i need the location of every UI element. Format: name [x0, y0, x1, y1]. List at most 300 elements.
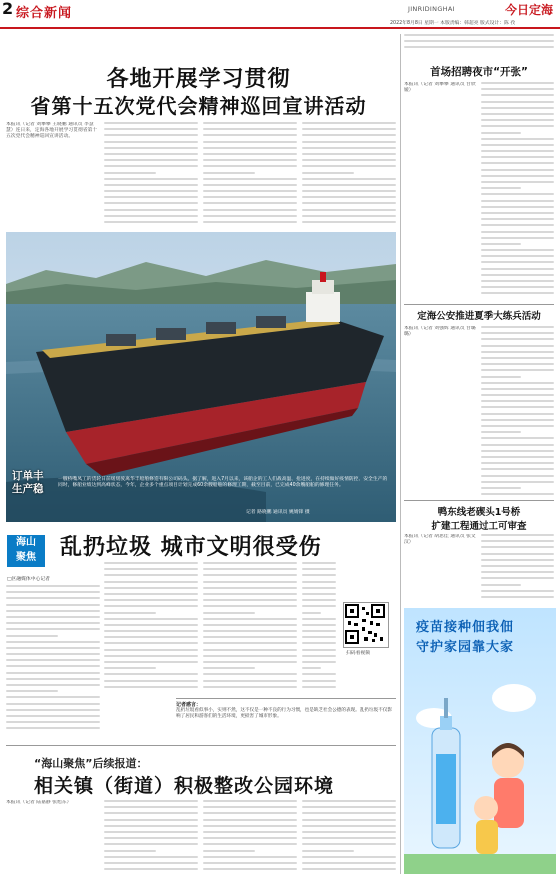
- right-divider: [400, 34, 401, 874]
- text-line: [104, 587, 198, 589]
- text-line: [6, 591, 100, 593]
- text-line: [6, 659, 100, 661]
- brand-en: JINRIDINGHAI: [408, 5, 455, 13]
- vaccine-ad-illustration: [404, 658, 556, 874]
- commentary-text: 乱扔垃圾看似事小，实则不然，这不仅是一种不良的行为习惯，也是缺乏社会公德的表现。乱扔垃圾不仅影响了居民和游客们的生活环境，更损害了城市形象。: [176, 708, 392, 719]
- text-line: [481, 394, 554, 396]
- lead-col-1: 本报讯（记者 刘攀攀 王晓鹏 通讯员 李慧慧）连日来，定海各地开展学习贯彻省第十五次党代会精神巡回宣讲活动。: [6, 122, 98, 139]
- text-line: [6, 721, 100, 723]
- haishan-col-3: [203, 800, 297, 876]
- text-line: [203, 843, 297, 845]
- text-line: [302, 831, 396, 833]
- text-line: [302, 215, 396, 217]
- text-line: [404, 40, 554, 42]
- text-line: [481, 237, 554, 239]
- text-line: [104, 680, 198, 682]
- text-line: [6, 610, 100, 612]
- text-line: [203, 593, 297, 595]
- garbage-col-2: [104, 562, 198, 698]
- text-line: [481, 540, 554, 542]
- text-line: [104, 667, 156, 669]
- text-line: [481, 577, 554, 579]
- text-line: [203, 605, 297, 607]
- lead-headline-2: 省第十五次党代会精神巡回宣讲活动: [30, 94, 367, 118]
- job-fair-headline: 首场招聘夜市“开张”: [430, 66, 528, 78]
- text-line: [302, 655, 336, 657]
- bridge-col-1: 本报讯（记者 胡思佳 通讯员 张文汉）: [404, 534, 476, 545]
- date-line: 2022年8月8日 星期一 本版责编：韩超亮 版式设计：陈 孜: [390, 21, 516, 26]
- text-line: [481, 286, 554, 288]
- text-line: [481, 113, 554, 115]
- text-line: [481, 406, 554, 408]
- text-line: [481, 193, 554, 195]
- text-line: [104, 153, 198, 155]
- text-line: [481, 125, 554, 127]
- text-line: [481, 450, 554, 452]
- text-line: [481, 376, 521, 378]
- text-line: [481, 231, 554, 233]
- text-line: [203, 655, 297, 657]
- text-line: [104, 599, 198, 601]
- text-line: [104, 673, 198, 675]
- text-line: [203, 661, 297, 663]
- bridge-rule: [404, 500, 554, 501]
- text-line: [481, 206, 554, 208]
- text-line: [203, 825, 297, 827]
- text-line: [104, 825, 198, 827]
- text-line: [302, 599, 336, 601]
- text-line: [481, 413, 554, 415]
- text-line: [481, 200, 554, 202]
- text-line: [104, 636, 198, 638]
- text-line: [203, 568, 297, 570]
- lead-col-4: [302, 122, 396, 232]
- haishan-col-1: 本报讯（记者 陆嘉静 张旭东）: [6, 800, 72, 805]
- text-line: [104, 605, 198, 607]
- photo-overlay-title: 订单丰 生产稳: [12, 470, 44, 495]
- column-tag-1: 海山: [16, 537, 36, 548]
- text-line: [6, 727, 100, 729]
- text-line: [104, 581, 198, 583]
- text-line: [302, 165, 396, 167]
- text-line: [104, 159, 198, 161]
- text-line: [302, 184, 396, 186]
- police-col-2: [481, 326, 554, 502]
- text-line: [203, 649, 297, 651]
- text-line: [481, 546, 554, 548]
- text-line: [203, 630, 297, 632]
- column-tag-2: 聚焦: [16, 552, 36, 563]
- text-line: [302, 868, 396, 870]
- text-line: [104, 141, 198, 143]
- text-line: [302, 673, 336, 675]
- text-line: [404, 46, 554, 48]
- text-line: [302, 196, 396, 198]
- vaccine-ad-title-2: 守护家园靠大家: [416, 640, 515, 655]
- text-line: [203, 624, 297, 626]
- text-line: [481, 363, 554, 365]
- text-line: [302, 568, 336, 570]
- text-line: [104, 172, 156, 174]
- text-line: [481, 357, 554, 359]
- text-line: [481, 468, 554, 470]
- text-line: [203, 574, 297, 576]
- garbage-col-4: [302, 562, 336, 698]
- text-line: [104, 165, 198, 167]
- text-line: [6, 690, 58, 692]
- text-line: [302, 159, 396, 161]
- police-headline: 定海公安推进夏季大练兵活动: [417, 311, 541, 322]
- text-line: [481, 388, 554, 390]
- qr-code-icon: [344, 603, 386, 645]
- text-line: [203, 209, 297, 211]
- text-line: [481, 249, 554, 251]
- text-line: [203, 178, 297, 180]
- text-line: [6, 684, 100, 686]
- text-line: [302, 680, 336, 682]
- police-rule: [404, 304, 554, 305]
- garbage-headline: 乱扔垃圾 城市文明很受伤: [60, 535, 322, 560]
- text-line: [203, 134, 297, 136]
- text-line: [481, 162, 554, 164]
- text-line: [104, 221, 198, 223]
- text-line: [302, 667, 321, 669]
- text-line: [104, 190, 198, 192]
- text-line: [481, 107, 554, 109]
- text-line: [481, 382, 554, 384]
- text-line: [481, 590, 554, 592]
- text-line: [104, 184, 198, 186]
- text-line: [302, 642, 336, 644]
- text-line: [404, 34, 554, 36]
- text-line: [481, 571, 554, 573]
- text-line: [104, 837, 198, 839]
- text-line: [302, 806, 396, 808]
- vaccine-ad: [404, 608, 556, 874]
- text-line: [302, 587, 336, 589]
- text-line: [302, 819, 396, 821]
- text-line: [6, 597, 100, 599]
- text-line: [481, 493, 554, 495]
- text-line: [104, 128, 198, 130]
- text-line: [203, 190, 297, 192]
- text-line: [302, 850, 354, 852]
- text-line: [6, 696, 100, 698]
- text-line: [6, 647, 100, 649]
- text-line: [203, 636, 297, 638]
- text-line: [203, 819, 297, 821]
- text-line: [481, 150, 554, 152]
- text-line: [481, 565, 554, 567]
- garbage-col-1: [6, 585, 100, 735]
- text-line: [481, 175, 554, 177]
- text-line: [481, 274, 554, 276]
- text-line: [104, 649, 198, 651]
- text-line: [302, 221, 396, 223]
- text-line: [6, 672, 100, 674]
- text-line: [481, 475, 554, 477]
- text-line: [104, 574, 198, 576]
- vaccine-ad-title-1: 疫苗接种佃我佃: [416, 620, 515, 635]
- page-number: 2: [2, 0, 14, 18]
- text-line: [104, 686, 198, 688]
- text-line: [203, 215, 297, 217]
- text-line: [203, 812, 297, 814]
- text-line: [104, 209, 198, 211]
- text-line: [104, 215, 198, 217]
- text-line: [481, 261, 554, 263]
- text-line: [6, 628, 100, 630]
- text-line: [6, 703, 100, 705]
- text-line: [481, 400, 554, 402]
- text-line: [104, 831, 198, 833]
- lead-col-2: [104, 122, 198, 232]
- section-title: 综合新闻: [16, 6, 73, 21]
- text-line: [203, 806, 297, 808]
- text-line: [481, 224, 554, 226]
- text-line: [481, 138, 554, 140]
- header-rule: [0, 27, 560, 29]
- text-line: [481, 94, 554, 96]
- job-fair-col-1: 本报讯（记者 刘攀攀 通讯员 甘欣媛）: [404, 82, 476, 93]
- text-line: [104, 655, 198, 657]
- text-line: [481, 218, 554, 220]
- text-line: [302, 661, 336, 663]
- text-line: [104, 196, 198, 198]
- text-line: [302, 812, 396, 814]
- text-line: [481, 280, 554, 282]
- text-line: [481, 101, 554, 103]
- text-line: [302, 153, 396, 155]
- text-line: [6, 641, 100, 643]
- text-line: [104, 612, 156, 614]
- text-line: [481, 431, 521, 433]
- text-line: [203, 800, 297, 802]
- text-line: [481, 255, 554, 257]
- text-line: [302, 686, 336, 688]
- text-line: [6, 622, 100, 624]
- bridge-col-2: [481, 534, 554, 606]
- text-line: [203, 165, 297, 167]
- text-line: [302, 574, 336, 576]
- text-line: [104, 819, 198, 821]
- text-line: [104, 843, 198, 845]
- text-line: [302, 172, 354, 174]
- text-line: [302, 636, 336, 638]
- text-line: [302, 202, 396, 204]
- text-line: [302, 190, 396, 192]
- text-line: [481, 187, 521, 189]
- text-line: [481, 437, 554, 439]
- text-line: [302, 141, 396, 143]
- garbage-sub-tag: □区融媒体中心记者: [7, 577, 50, 582]
- text-line: [481, 487, 521, 489]
- text-line: [104, 202, 198, 204]
- text-line: [302, 122, 396, 124]
- text-line: [104, 868, 198, 870]
- brand-logo: 今日定海: [505, 3, 554, 17]
- text-line: [104, 661, 198, 663]
- text-line: [203, 850, 255, 852]
- commentary-box: [176, 698, 396, 739]
- text-line: [203, 680, 297, 682]
- text-line: [481, 584, 521, 586]
- text-line: [104, 593, 198, 595]
- text-line: [203, 856, 297, 858]
- text-line: [481, 119, 554, 121]
- text-line: [481, 456, 554, 458]
- text-line: [302, 856, 396, 858]
- text-line: [481, 534, 554, 536]
- text-line: [481, 351, 554, 353]
- text-line: [203, 686, 297, 688]
- text-line: [481, 553, 554, 555]
- text-line: [481, 419, 554, 421]
- text-line: [104, 618, 198, 620]
- text-line: [302, 605, 336, 607]
- text-line: [104, 642, 198, 644]
- text-line: [302, 562, 336, 564]
- text-line: [203, 587, 297, 589]
- text-line: [203, 184, 297, 186]
- text-line: [6, 653, 100, 655]
- text-line: [302, 624, 336, 626]
- text-line: [302, 134, 396, 136]
- text-line: [203, 196, 297, 198]
- text-line: [481, 338, 554, 340]
- text-line: [6, 635, 58, 637]
- text-line: [481, 481, 554, 483]
- text-line: [302, 800, 396, 802]
- text-line: [203, 122, 297, 124]
- text-line: [6, 678, 100, 680]
- text-line: [302, 825, 396, 827]
- text-line: [481, 462, 554, 464]
- text-line: [203, 153, 297, 155]
- commentary-label: 记者感言：: [176, 702, 202, 708]
- text-line: [104, 178, 198, 180]
- text-line: [481, 369, 554, 371]
- text-line: [203, 172, 255, 174]
- text-line: [104, 122, 198, 124]
- text-line: [203, 667, 255, 669]
- qr-code[interactable]: [343, 602, 389, 648]
- haishan-headline: 相关镇（街道）积极整改公园环境: [34, 775, 335, 797]
- photo-caption: 一艘桥嘴凤工的货轮日前缓缓驶离华丰船舶修造有限公司码头。据了解，进入7月以来，该船企的工人们战高温、抢进度，在持续做好疫情防控、安全生产的同时，修船业绩达到高峰状态，今年，企业多个重点项目计划完成60余艘船舶的修理工期，截至目前，已完成40余艘船舶的修理任务。: [58, 477, 388, 489]
- text-line: [203, 599, 297, 601]
- haishan-col-2: [104, 800, 198, 876]
- haishan-col-4: [302, 800, 396, 876]
- text-line: [203, 837, 297, 839]
- text-line: [203, 673, 297, 675]
- text-line: [6, 715, 100, 717]
- text-line: [203, 128, 297, 130]
- text-line: [481, 132, 521, 134]
- text-line: [481, 326, 554, 328]
- text-line: [104, 862, 198, 864]
- text-line: [481, 292, 554, 294]
- text-line: [481, 169, 554, 171]
- police-col-1: 本报讯（记者 刘强辉 通讯员 甘璐璐）: [404, 326, 476, 337]
- text-line: [302, 618, 336, 620]
- text-line: [203, 147, 297, 149]
- column-tag-box: [7, 535, 45, 567]
- text-line: [6, 665, 100, 667]
- text-line: [203, 221, 297, 223]
- text-line: [302, 843, 396, 845]
- text-line: [481, 82, 554, 84]
- text-line: [104, 630, 198, 632]
- text-line: [481, 332, 554, 334]
- text-line: [302, 178, 396, 180]
- text-line: [203, 868, 297, 870]
- text-line: [104, 812, 198, 814]
- text-line: [302, 147, 396, 149]
- text-line: [302, 612, 321, 614]
- text-line: [104, 147, 198, 149]
- text-line: [203, 202, 297, 204]
- lead-headline-1: 各地开展学习贯彻: [106, 67, 291, 92]
- text-line: [481, 144, 554, 146]
- text-line: [481, 444, 554, 446]
- text-line: [104, 568, 198, 570]
- photo-credit: 记者 路晓鹏 通讯员 姚婧锋 摄: [246, 510, 310, 515]
- text-line: [203, 581, 297, 583]
- text-line: [203, 642, 297, 644]
- text-line: [104, 806, 198, 808]
- text-line: [104, 134, 198, 136]
- text-line: [104, 856, 198, 858]
- text-line: [203, 612, 255, 614]
- text-line: [302, 837, 396, 839]
- text-line: [302, 630, 336, 632]
- text-line: [481, 268, 554, 270]
- text-line: [6, 709, 100, 711]
- text-line: [481, 212, 554, 214]
- text-line: [203, 618, 297, 620]
- text-line: [481, 243, 521, 245]
- text-line: [302, 128, 396, 130]
- text-line: [481, 559, 554, 561]
- text-line: [6, 585, 100, 587]
- text-line: [203, 862, 297, 864]
- text-line: [302, 862, 396, 864]
- text-line: [203, 141, 297, 143]
- qr-label: 扫码看视频: [346, 651, 370, 656]
- text-line: [481, 156, 554, 158]
- text-line: [302, 593, 336, 595]
- right-top-text: [404, 34, 554, 58]
- text-line: [6, 604, 100, 606]
- lead-col-3: [203, 122, 297, 232]
- haishan-rule: [6, 745, 396, 746]
- text-line: [104, 562, 198, 564]
- bridge-headline-1: 鸭东线老碶头1号桥: [437, 507, 521, 518]
- text-line: [481, 425, 554, 427]
- job-fair-col-2: [481, 82, 554, 304]
- text-line: [481, 181, 554, 183]
- text-line: [6, 616, 100, 618]
- haishan-kicker: “海山聚焦”后续报道：: [34, 757, 148, 770]
- text-line: [104, 850, 156, 852]
- text-line: [203, 562, 297, 564]
- text-line: [203, 159, 297, 161]
- text-line: [302, 581, 336, 583]
- text-line: [481, 345, 554, 347]
- text-line: [203, 831, 297, 833]
- bridge-headline-2: 扩建工程通过工可审查: [431, 521, 527, 532]
- text-line: [302, 649, 336, 651]
